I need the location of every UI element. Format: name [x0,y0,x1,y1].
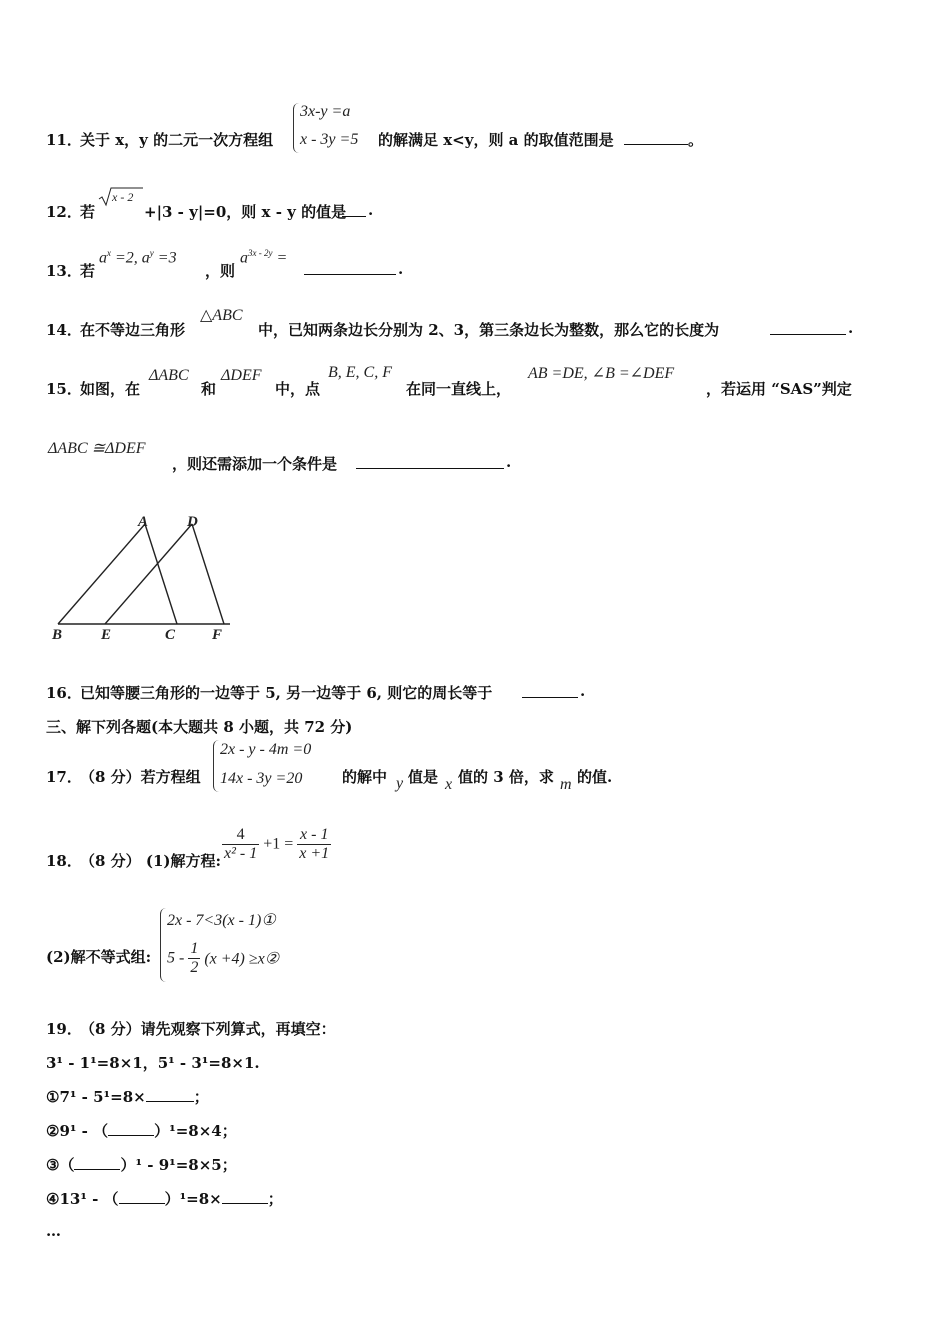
q14-post: 中，已知两条边长分别为 2、3，第三条边长为整数，那么它的长度为 [258,321,720,339]
q13-expr1: $a^x =2$, $a^y =3$ [99,248,177,267]
q17-y: y [396,775,404,792]
label-c: C [165,627,176,643]
section-heading: 三、解下列各题(本大题共 8 小题，共 72 分) [46,718,353,736]
triangle-figure [44,508,244,644]
q19-line4: ④13¹ - （ ）¹=8× ； [46,1190,283,1208]
q14-pre: 在不等边三角形 [80,321,186,339]
q14-end: . [848,319,854,337]
q17-number: 17． [46,768,82,786]
q13-number: 13． [46,262,82,280]
q15-answer-blank[interactable] [356,454,504,469]
q11-eq2: x - 3y =5 [300,131,359,148]
q12-end: . [368,201,374,219]
q15-and: 和 [201,380,217,398]
q18-pre: （8 分） (1)解方程: [80,852,222,870]
q19-pre: （8 分）请先观察下列算式，再填空： [80,1020,336,1038]
q18-frac2-den: x +1 [299,845,330,862]
q18-frac2-num: x - 1 [297,826,331,845]
line-df [192,524,224,624]
q14-answer-blank[interactable] [770,320,846,335]
q14-triangle: △ABC [200,307,243,324]
q15-triangle-abc: ΔABC [149,367,189,384]
q17-mid: 的解中 [342,768,388,786]
line-ab [58,524,145,624]
q19-line0: 3¹ - 1¹=8×1，5¹ - 3¹=8×1. [46,1054,260,1072]
q17-end: 的值. [577,768,613,786]
q18-ineq2: 5 - $\frac{1}{2}$ (x +4) ≥x② [167,940,280,976]
q12-answer-blank[interactable] [342,202,366,217]
q19-blank1[interactable] [146,1087,194,1102]
q15-triangle-def: ΔDEF [221,367,262,384]
q13-pre: 若 [80,262,96,280]
q19-ellipsis: … [46,1222,61,1240]
q13-end: . [398,260,404,278]
q12-pre: 若 [80,203,96,221]
q15-pre: 如图，在 [80,380,141,398]
q11-answer-blank[interactable] [624,130,688,145]
q18-equation [222,826,331,863]
q15-points: B, E, C, F [328,364,392,381]
q16-end: . [580,682,586,700]
label-d: D [187,514,198,530]
q18-frac1-den: x² - 1 [224,845,258,862]
q12-number: 12． [46,203,82,221]
q19-blank5[interactable] [222,1189,268,1204]
q15-end: . [506,453,512,471]
q19-blank4[interactable] [119,1189,165,1204]
q16-answer-blank[interactable] [522,683,578,698]
q19-number: 19． [46,1020,82,1038]
q17-eq1: 2x - y - 4m =0 [220,741,312,758]
q13-expr3: $a^{3x - 2y}$ = [240,248,288,267]
q15-condition: AB =DE, ∠B =∠DEF [528,365,675,382]
q11-end: 。 [688,131,704,149]
q13-post: ，则 [205,262,236,280]
q16-text: 已知等腰三角形的一边等于 5, 另一边等于 6, 则它的周长等于 [80,684,493,702]
line-de [105,524,192,624]
label-b: B [52,627,63,643]
q15-number: 15． [46,380,82,398]
q19-blank3[interactable] [74,1155,120,1170]
q18-plus: +1 = [263,835,294,853]
label-f: F [212,627,223,643]
q11-pre: 关于 x，y 的二元一次方程组 [80,131,274,149]
q18-number: 18． [46,852,82,870]
q18-part2: (2)解不等式组: [46,948,152,966]
label-e: E [101,627,112,643]
q19-line2: ②9¹ - （ ）¹=8×4； [46,1122,237,1140]
q18-ineq1: 2x - 7<3(x - 1)① [167,912,276,929]
q19-line3: ③（ ）¹ - 9¹=8×5； [46,1156,237,1174]
q17-mid3: 值的 3 倍，求 [458,768,554,786]
q17-m: m [560,776,572,793]
label-a: A [138,514,149,530]
q11-post: 的解满足 x<y，则 a 的取值范围是 [378,131,614,149]
q12-radicand: x - 2 [112,190,134,204]
q16-number: 16． [46,684,82,702]
q19-blank2[interactable] [108,1121,154,1136]
q11-number: 11． [46,131,82,149]
q18-frac1-num: 4 [222,826,259,845]
q17-x: x [445,776,453,793]
q13-answer-blank[interactable] [304,260,396,275]
q15-mid: 中，点 [275,380,321,398]
q19-line1: ①7¹ - 5¹=8× ； [46,1088,209,1106]
q17-mid2: 值是 [408,768,439,786]
q14-number: 14． [46,321,82,339]
q11-eq1: 3x-y =a [300,103,351,120]
line-ac [145,524,177,624]
q17-system-brace [213,740,220,792]
q15-post2: ，则还需添加一个条件是 [172,455,338,473]
q17-pre: （8 分）若方程组 [80,768,201,786]
q18-system-brace [160,908,167,982]
q17-eq2: 14x - 3y =20 [220,770,303,787]
q11-system-brace [293,103,300,153]
q15-congruence: ΔABC ≅ΔDEF [48,440,146,457]
q12-post: +|3 - y|=0，则 x - y 的值是 [144,203,347,221]
q15-line: 在同一直线上， [406,380,512,398]
q15-post: ，若运用 “SAS”判定 [706,380,852,398]
